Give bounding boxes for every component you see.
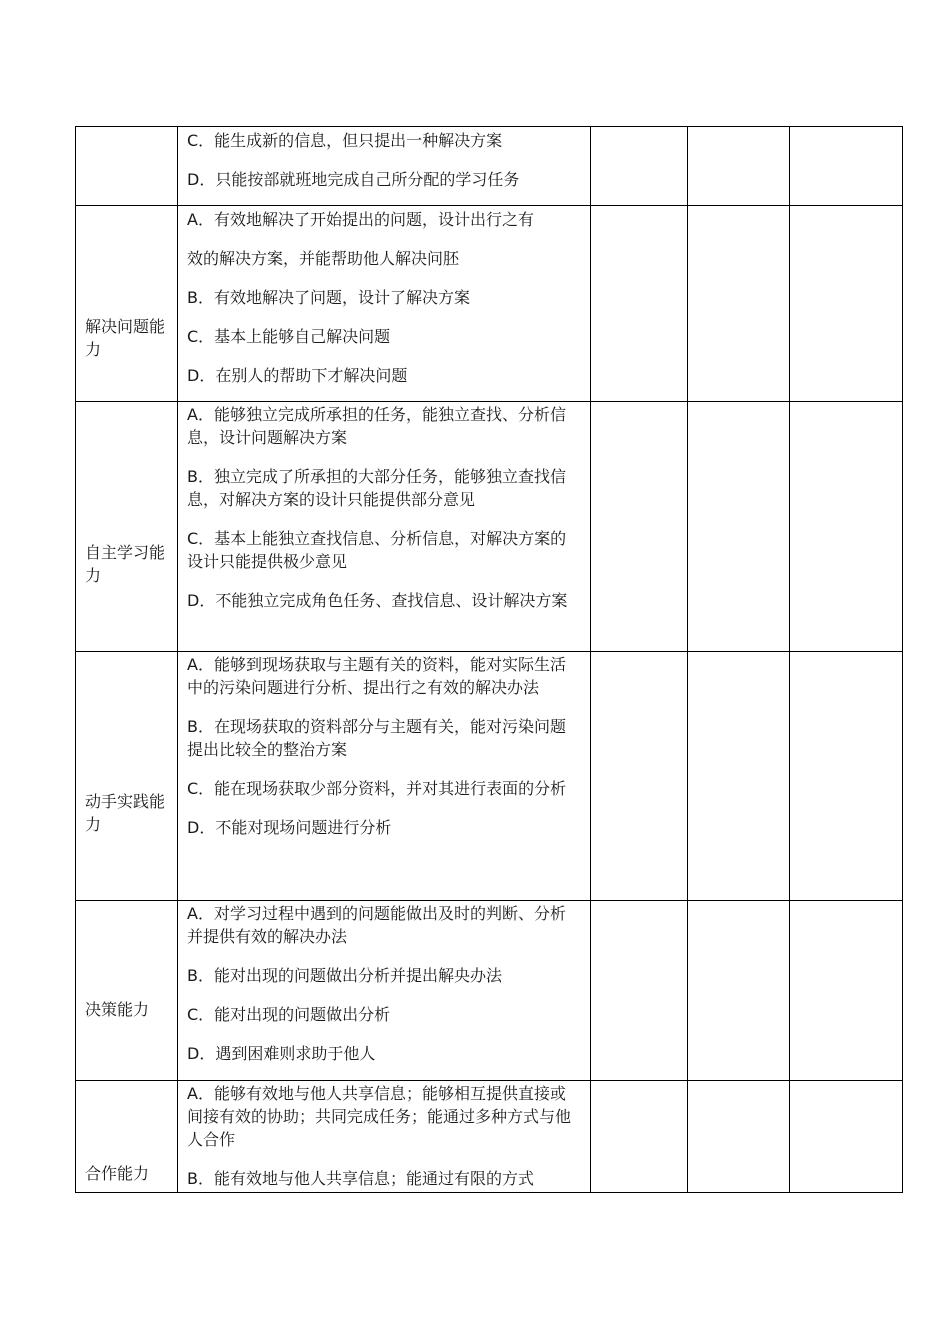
evaluation-table [75, 126, 903, 1193]
score-cell-1[interactable] [591, 402, 688, 652]
option-b: B．有效地解决了问题，设计了解决方案 [187, 288, 470, 307]
score-cell-1[interactable] [591, 1081, 688, 1193]
option-a: A．能够到现场获取与主题有关的资料，能对实际生活中的污染问题进行分析、提出行之有效的解决办法 [187, 655, 566, 697]
option-b: B．在现场获取的资料部分与主题有关，能对污染问题提出比较全的整治方案 [187, 717, 566, 759]
table-row [76, 901, 903, 1081]
options-cell [178, 1081, 591, 1193]
option-c: C．能在现场获取少部分资料，并对其进行表面的分析 [187, 779, 567, 798]
option-b: B．能有效地与他人共享信息；能通过有限的方式 [187, 1169, 534, 1188]
options-cell [178, 127, 591, 206]
score-cell-1[interactable] [591, 652, 688, 901]
options-cell [178, 206, 591, 402]
score-cell-2[interactable] [688, 1081, 790, 1193]
option-d: D．只能按部就班地完成自己所分配的学习任务 [187, 170, 520, 189]
option-c: C．基本上能够自己解决问题 [187, 327, 391, 346]
option-a: A．有效地解决了开始提出的问题，设计出行之有 [187, 210, 534, 229]
options-cell [178, 652, 591, 901]
option-c: C．能对出现的问题做出分析 [187, 1005, 391, 1024]
score-cell-1[interactable] [591, 901, 688, 1081]
table-row [76, 127, 903, 206]
score-cell-2[interactable] [688, 652, 790, 901]
option-c: C．基本上能独立查找信息、分析信息，对解决方案的设计只能提供极少意见 [187, 529, 567, 571]
option-a-cont: 效的解决方案，并能帮助他人解决问胚 [187, 249, 460, 268]
score-cell-2[interactable] [688, 402, 790, 652]
option-c: C．能生成新的信息，但只提出一种解决方案 [187, 131, 503, 150]
option-d: D．遇到困难则求助于他人 [187, 1044, 376, 1063]
table-row [76, 652, 903, 901]
option-b: B．独立完成了所承担的大部分任务，能够独立查找信息，对解决方案的设计只能提供部分意见 [187, 467, 566, 509]
table-row [76, 206, 903, 402]
score-cell-2[interactable] [688, 127, 790, 206]
score-cell-1[interactable] [591, 127, 688, 206]
score-cell-3[interactable] [790, 402, 903, 652]
score-cell-2[interactable] [688, 206, 790, 402]
category-cell: 动手实践能力 [76, 652, 178, 901]
option-b: B．能对出现的问题做出分析并提出解央办法 [187, 966, 502, 985]
score-cell-3[interactable] [790, 127, 903, 206]
options-cell [178, 901, 591, 1081]
category-cell [76, 127, 178, 206]
category-cell: 决策能力 [76, 901, 178, 1081]
score-cell-1[interactable] [591, 206, 688, 402]
option-d: D．在别人的帮助下才解决问题 [187, 366, 408, 385]
option-a: A．能够独立完成所承担的任务，能独立查找、分析信息，设计问题解决方案 [187, 405, 566, 447]
score-cell-3[interactable] [790, 652, 903, 901]
score-cell-2[interactable] [688, 901, 790, 1081]
score-cell-3[interactable] [790, 206, 903, 402]
options-cell [178, 402, 591, 652]
category-cell: 自主学习能力 [76, 402, 178, 652]
option-d: D．不能独立完成角色任务、查找信息、设计解决方案 [187, 591, 568, 610]
option-a: A．对学习过程中遇到的问题能做出及时的判断、分析并提供有效的解决办法 [187, 904, 566, 946]
option-d: D．不能对现场问题进行分析 [187, 818, 392, 837]
category-cell: 解决问题能力 [76, 206, 178, 402]
score-cell-3[interactable] [790, 1081, 903, 1193]
option-a: A．能够有效地与他人共享信息；能够相互提供直接或间接有效的协助；共同完成任务；能通过多种方式与他人合作 [187, 1084, 572, 1149]
category-cell: 合作能力 [76, 1081, 178, 1193]
score-cell-3[interactable] [790, 901, 903, 1081]
table-row [76, 1081, 903, 1193]
table-row [76, 402, 903, 652]
